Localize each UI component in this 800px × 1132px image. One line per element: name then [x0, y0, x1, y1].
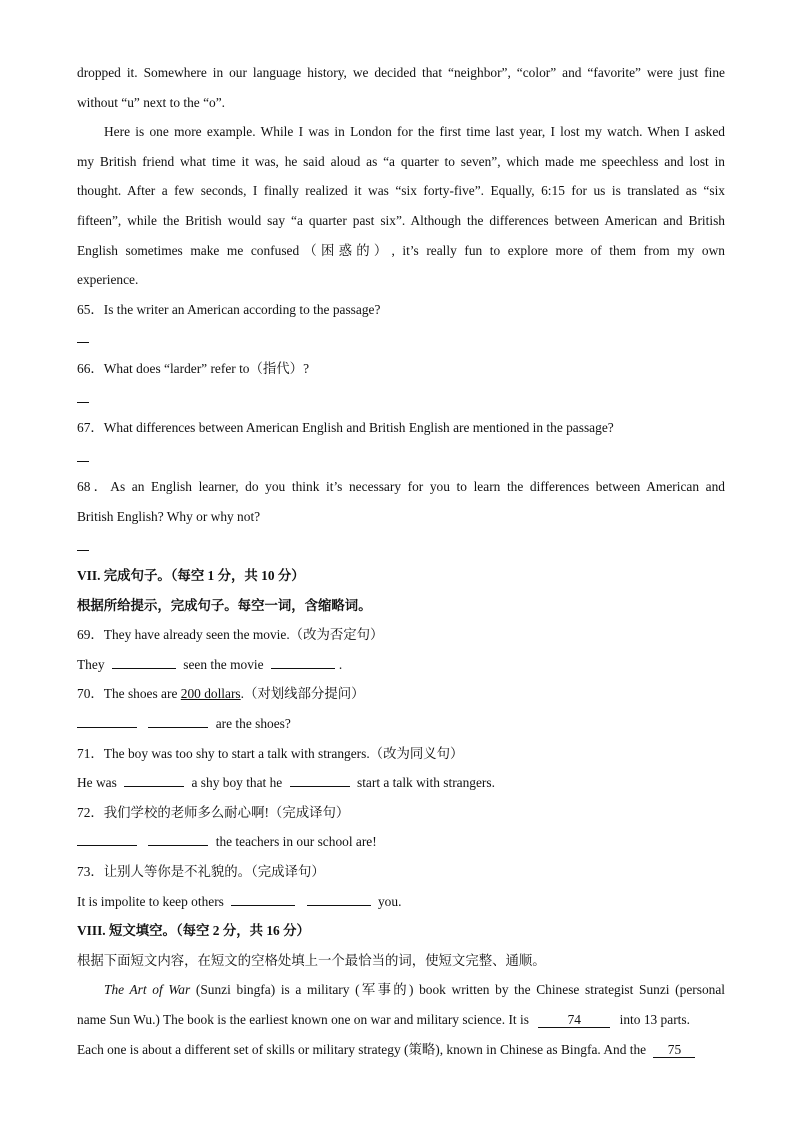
question-text: .（对划线部分提问） — [240, 686, 365, 702]
blank[interactable] — [148, 713, 208, 728]
answer-text: are the shoes? — [215, 716, 291, 732]
answer-text: the teachers in our school are! — [215, 834, 377, 850]
section-7-instruction: 根据所给提示，完成句子。每空一词，含缩略词。 — [77, 597, 372, 613]
passage-line: my British friend what time it was, he said aloud as “a quarter to seven”, which made me speechless and lost in — [77, 153, 725, 169]
passage-line: dropped it. Somewhere in our language history, we decided that “neighbor”, “color” and “favorite” were just fine — [77, 65, 725, 80]
answer-line-68[interactable] — [77, 532, 725, 562]
blank[interactable] — [124, 772, 184, 787]
answer-text: you. — [377, 893, 402, 909]
blank[interactable] — [290, 772, 350, 787]
question-71: 71．The boy was too shy to start a talk with strangers.（改为同义句） — [77, 745, 464, 761]
passage-line: Here is one more example. While I was in London for the first time last year, I lost my watch. When I asked — [104, 124, 725, 140]
passage-line: without “u” next to the “o”. — [77, 94, 225, 110]
answer-73 — [77, 887, 725, 917]
answer-text: a shy boy that he — [191, 775, 283, 791]
question-70 — [77, 679, 725, 709]
answer-text: seen the movie — [183, 656, 264, 672]
blank[interactable] — [112, 654, 176, 669]
exam-page — [77, 58, 725, 1064]
passage-text: Each one is about a different set of skills or military strategy (策略), known in Chinese as Bingfa. And the — [77, 1041, 647, 1057]
section-7-title: VII. 完成句子。（每空 1 分，共 10 分） — [77, 568, 305, 584]
answer-mark — [77, 449, 89, 462]
question-72: 72．我们学校的老师多么耐心啊!（完成译句） — [77, 804, 350, 820]
passage-line: fifteen”, while the British would say “a quarter past six”. Although the differences between American and British — [77, 212, 725, 228]
blank[interactable] — [77, 831, 137, 846]
question-65: 65．Is the writer an American according to the passage? — [77, 301, 381, 317]
passage-text: name Sun Wu.) The book is the earliest known one on war and military science. It is — [77, 1012, 529, 1027]
passage-line — [77, 975, 725, 1005]
answer-71 — [77, 768, 725, 798]
answer-text: They — [77, 656, 105, 672]
question-69: 69．They have already seen the movie.（改为否定句） — [77, 627, 384, 643]
question-68-cont: British English? Why or why not? — [77, 508, 261, 524]
answer-69 — [77, 650, 725, 680]
blank[interactable] — [148, 831, 208, 846]
answer-line-65[interactable] — [77, 324, 725, 354]
question-67: 67．What differences between American English and British English are mentioned in the passage? — [77, 420, 614, 436]
passage-line: English sometimes make me confused（困惑的）, it’s really fun to explore more of them from my own — [77, 242, 725, 258]
blank[interactable] — [307, 891, 371, 906]
passage-line — [77, 1005, 725, 1035]
section-8-title: VIII. 短文填空。（每空 2 分，共 16 分） — [77, 923, 310, 939]
answer-mark — [77, 538, 89, 551]
underlined-part: 200 dollars — [180, 686, 241, 702]
blank[interactable] — [231, 891, 295, 906]
passage-line: thought. After a few seconds, I finally realized it was “six forty-five”. Equally, 6:15 for us is translated as “six — [77, 183, 725, 199]
answer-text: He was — [77, 775, 117, 791]
question-text: 70．The shoes are — [77, 686, 178, 702]
passage-line — [77, 1035, 725, 1065]
answer-text: . — [338, 656, 343, 672]
answer-text: start a talk with strangers. — [356, 775, 495, 791]
question-66: 66．What does “larder” refer to（指代）? — [77, 360, 310, 376]
answer-72 — [77, 827, 725, 857]
question-73: 73．让别人等你是不礼貌的。（完成译句） — [77, 864, 325, 880]
blank[interactable] — [77, 713, 137, 728]
blank[interactable] — [271, 654, 335, 669]
section-8-instruction: 根据下面短文内容，在短文的空格处填上一个最恰当的词，使短文完整、通顺。 — [77, 952, 546, 968]
answer-mark — [77, 330, 89, 343]
question-68: 68．As an English learner, do you think it’s necessary for you to learn the differences between American and — [77, 479, 725, 495]
book-title: The Art of War — [104, 982, 191, 998]
blank-75[interactable]: 75 — [653, 1043, 695, 1058]
passage-text: into 13 parts. — [619, 1012, 690, 1027]
answer-text: It is impolite to keep others — [77, 893, 224, 909]
passage-line: experience. — [77, 272, 139, 288]
passage-text: (Sunzi bingfa) is a military (军事的) book written by the Chinese strategist Sunzi (personal — [195, 982, 725, 998]
answer-line-66[interactable] — [77, 384, 725, 414]
answer-70 — [77, 709, 725, 739]
blank-74[interactable]: 74 — [538, 1013, 610, 1028]
answer-mark — [77, 390, 89, 403]
answer-line-67[interactable] — [77, 443, 725, 473]
